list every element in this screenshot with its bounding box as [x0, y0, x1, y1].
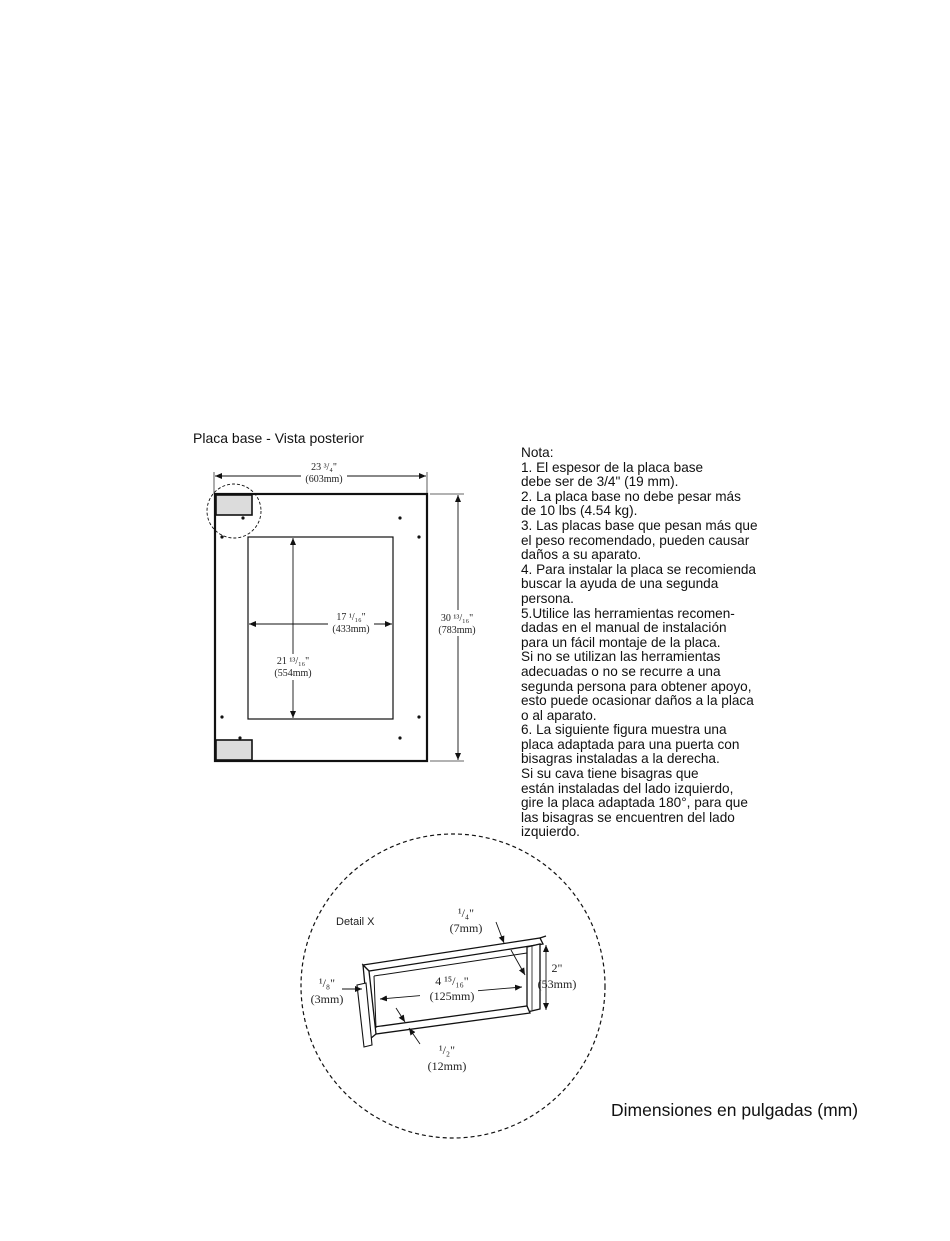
detail-eighth-mm-label: (3mm)	[310, 992, 344, 1006]
hinge-block-top	[216, 495, 252, 515]
opening-width-inches-label: 17 ¹/₁₆"	[336, 612, 366, 623]
note-line: adecuadas o no se recurre a una	[521, 663, 721, 679]
note-line: segunda persona para obtener apoyo,	[521, 678, 752, 694]
detail-eighth-inch-label: ¹/₈"	[318, 976, 336, 990]
note-line: el peso recomendado, pueden causar	[521, 532, 750, 548]
note-line: están instaladas del lado izquierdo,	[521, 780, 734, 796]
note-line: buscar la ayuda de una segunda	[521, 576, 719, 592]
note-line: esto puede ocasionar daños a la placa	[521, 693, 754, 709]
note-line: o al aparato.	[521, 707, 597, 723]
width-inches-label: 23 ³/₄"	[311, 462, 337, 473]
note-line: daños a su aparato.	[521, 547, 642, 563]
detail-length-mm-label: (125mm)	[429, 989, 475, 1003]
note-line: placa adaptada para una puerta con	[521, 736, 740, 752]
opening-height-mm-label: (554mm)	[274, 668, 312, 679]
diagram-title: Placa base - Vista posterior	[193, 430, 364, 446]
note-line: 6. La siguiente figura muestra una	[521, 722, 727, 738]
note-line: bisagras instaladas a la derecha.	[521, 751, 720, 767]
note-line: Si su cava tiene bisagras que	[521, 766, 699, 782]
base-plate-drawing	[207, 460, 479, 761]
notes-block	[521, 446, 781, 840]
units-caption: Dimensiones en pulgadas (mm)	[611, 1100, 859, 1120]
note-line: de 10 lbs (4.54 kg).	[521, 503, 638, 519]
detail-quarter-mm-label: (7mm)	[449, 921, 483, 935]
height-inches-label: 30 ¹³/₁₆"	[440, 613, 474, 624]
note-line: persona.	[521, 590, 574, 606]
note-line: 5.Utilice las herramientas recomen-	[521, 605, 735, 621]
detail-two-inch-label: 2"	[551, 961, 563, 975]
note-line: 1. El espesor de la placa base	[521, 459, 704, 475]
note-line: debe ser de 3/4" (19 mm).	[521, 474, 679, 490]
detail-length-inch-label: 4 ¹⁵/₁₆"	[435, 974, 469, 988]
note-line: izquierdo.	[521, 824, 580, 840]
note-line: las bisagras se encuentren del lado	[521, 809, 735, 825]
width-mm-label: (603mm)	[305, 474, 343, 485]
note-line: dadas en el manual de instalación	[521, 620, 727, 636]
opening-height-inches-label: 21 ¹³/₁₆"	[276, 656, 310, 667]
detail-quarter-inch-label: ¹/₄"	[457, 906, 475, 920]
detail-x-label: Detail X	[336, 916, 375, 928]
note-line: 4. Para instalar la placa se recomienda	[521, 561, 756, 577]
detail-x-drawing	[301, 834, 605, 1138]
opening-width-mm-label: (433mm)	[332, 624, 370, 635]
note-line: Nota:	[521, 445, 554, 460]
detail-half-mm-label: (12mm)	[427, 1059, 467, 1073]
note-line: 3. Las placas base que pesan más que	[521, 517, 758, 533]
hinge-block-bottom	[216, 740, 252, 760]
note-line: para un fácil montaje de la placa.	[521, 634, 721, 650]
note-line: Si no se utilizan las herramientas	[521, 649, 721, 665]
detail-half-inch-label: ¹/₂"	[438, 1043, 456, 1057]
detail-two-mm-label: (53mm)	[537, 977, 577, 991]
note-line: gire la placa adaptada 180°, para que	[521, 795, 748, 811]
height-mm-label: (783mm)	[438, 625, 476, 636]
note-line: 2. La placa base no debe pesar más	[521, 488, 741, 504]
